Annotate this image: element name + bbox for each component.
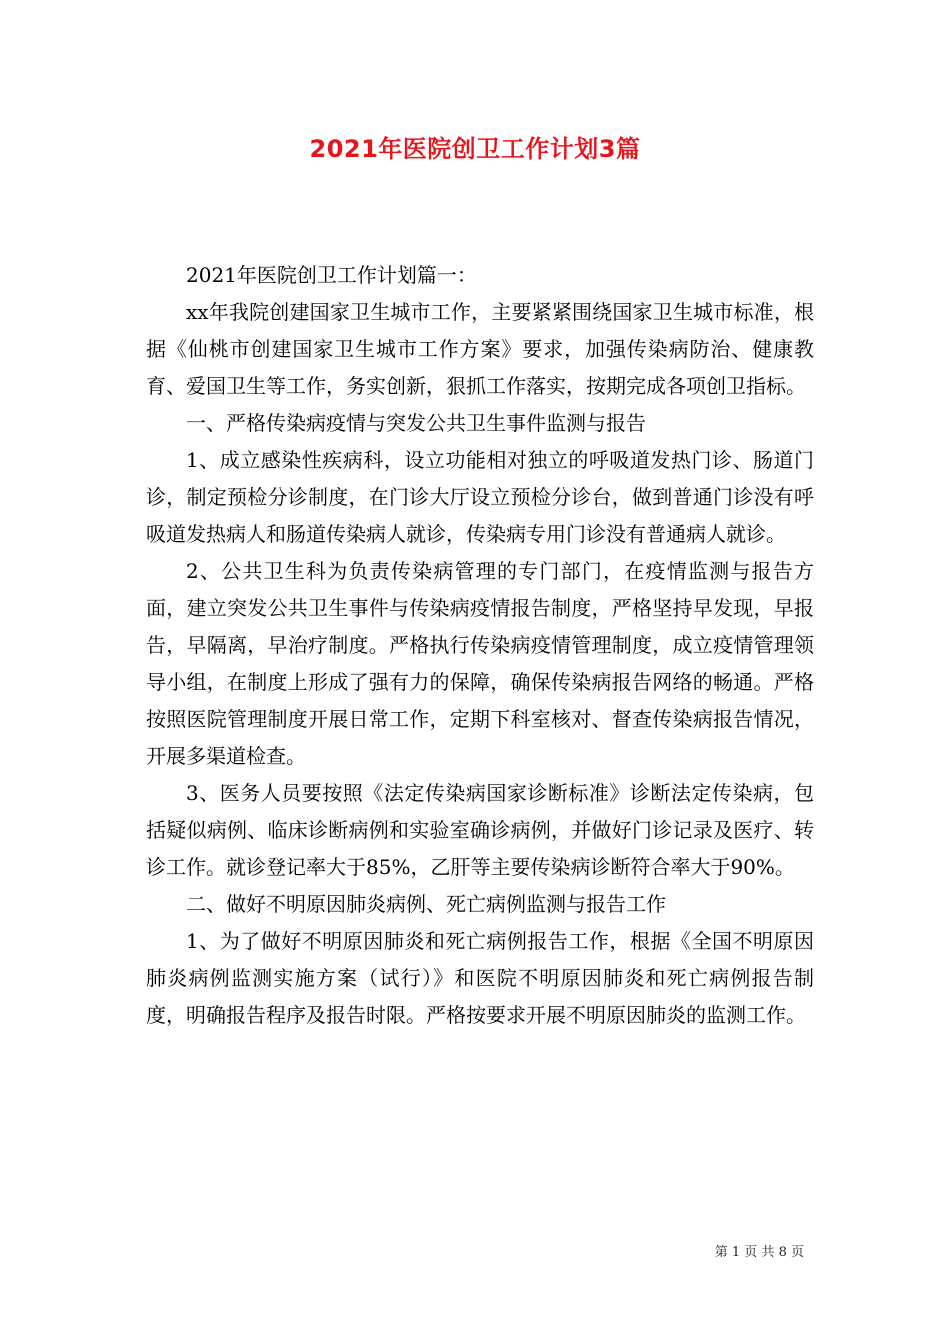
paragraph-item-3: 3、医务人员要按照《法定传染病国家诊断标准》诊断法定传染病，包括疑似病例、临床诊断病例和实验室确诊病例，并做好门诊记录及医疗、转诊工作。就诊登记率大于85%，乙肝等主要传染病诊断符合率大于90%。	[146, 781, 814, 879]
paragraph-item-2-1: 1、为了做好不明原因肺炎和死亡病例报告工作，根据《全国不明原因肺炎病例监测实施方案（试行）》和医院不明原因肺炎和死亡病例报告制度，明确报告程序及报告时限。严格按要求开展不明原因肺炎的监测工作。	[146, 929, 814, 1027]
paragraph-item-1: 1、成立感染性疾病科，设立功能相对独立的呼吸道发热门诊、肠道门诊，制定预检分诊制度，在门诊大厅设立预检分诊台，做到普通门诊没有呼吸道发热病人和肠道传染病人就诊，传染病专用门诊没有普通病人就诊。	[146, 448, 814, 546]
footer-prefix: 第	[714, 1245, 728, 1260]
footer-total-pages: 8	[778, 1245, 787, 1260]
subheading-two: 二、做好不明原因肺炎病例、死亡病例监测与报告工作	[186, 892, 666, 916]
document-title: 2021年医院创卫工作计划3篇	[309, 135, 641, 163]
section-heading: 2021年医院创卫工作计划篇一：	[186, 263, 477, 287]
page-footer	[715, 1244, 804, 1262]
paragraph-intro: xx年我院创建国家卫生城市工作，主要紧紧围绕国家卫生城市标准，根据《仙桃市创建国家卫生城市工作方案》要求，加强传染病防治、健康教育、爱国卫生等工作，务实创新，狠抓工作落实，按期完成各项创卫指标。	[146, 300, 814, 398]
document-body	[146, 257, 814, 1034]
paragraph-item-2: 2、公共卫生科为负责传染病管理的专门部门，在疫情监测与报告方面，建立突发公共卫生事件与传染病疫情报告制度，严格坚持早发现，早报告，早隔离，早治疗制度。严格执行传染病疫情管理制度，成立疫情管理领导小组，在制度上形成了强有力的保障，确保传染病报告网络的畅通。严格按照医院管理制度开展日常工作，定期下科室核对、督查传染病报告情况，开展多渠道检查。	[146, 559, 814, 768]
footer-suffix: 页	[790, 1245, 804, 1260]
footer-current-page: 1	[731, 1245, 741, 1260]
subheading-one: 一、严格传染病疫情与突发公共卫生事件监测与报告	[186, 411, 646, 435]
footer-middle: 页 共	[744, 1245, 775, 1260]
